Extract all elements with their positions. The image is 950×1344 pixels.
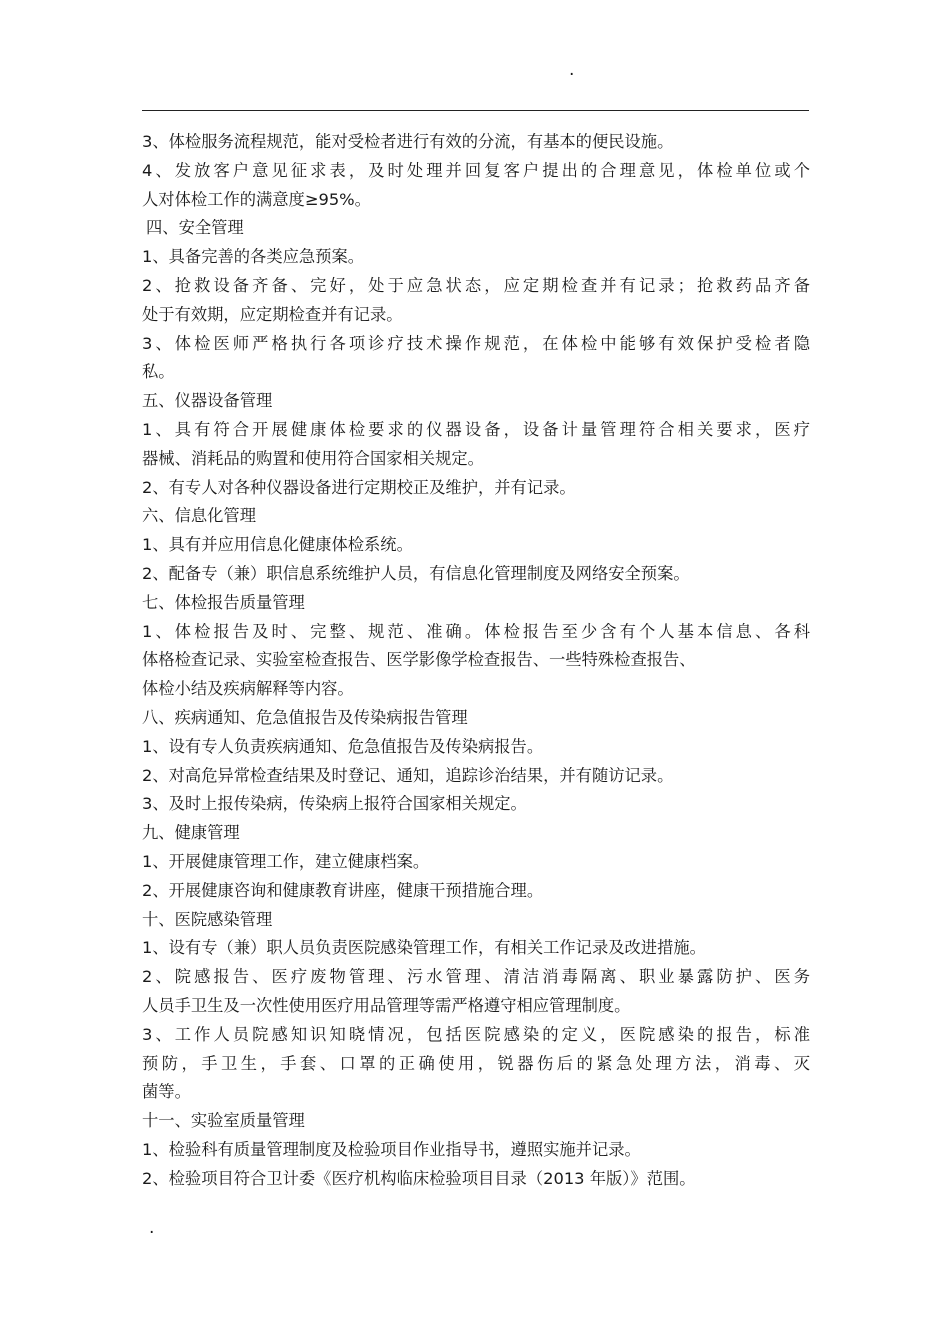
section-heading: 七、体检报告质量管理: [142, 592, 305, 612]
section-heading: 十、医院感染管理: [142, 909, 273, 929]
text-line: 2、检验项目符合卫计委《医疗机构临床检验项目目录（2013 年版）》范围。: [142, 1168, 696, 1188]
text-line: 菌等。: [142, 1082, 191, 1102]
text-line: 1、具有符合开展健康体检要求的仪器设备，设备计量管理符合相关要求，医疗: [142, 419, 810, 439]
text-line: 2、对高危异常检查结果及时登记、通知，追踪诊治结果，并有随访记录。: [142, 765, 674, 785]
text-line: 4、发放客户意见征求表，及时处理并回复客户提出的合理意见，体检单位或个: [142, 160, 810, 180]
text-line: 1、具备完善的各类应急预案。: [142, 247, 365, 267]
header-divider: [142, 110, 809, 111]
section-heading: 九、健康管理: [142, 823, 240, 843]
text-line: 3、体检服务流程规范，能对受检者进行有效的分流，有基本的便民设施。: [142, 132, 674, 151]
text-line: 2、开展健康咨询和健康教育讲座，健康干预措施合理。: [142, 880, 544, 900]
text-line: 1、具有并应用信息化健康体检系统。: [142, 535, 413, 555]
text-line: 1、设有专（兼）职人员负责医院感染管理工作，有相关工作记录及改进措施。: [142, 938, 706, 958]
section-heading: 五、仪器设备管理: [142, 391, 273, 411]
text-line: 处于有效期，应定期检查并有记录。: [142, 304, 403, 324]
footer-mark: .: [149, 1218, 155, 1238]
section-heading: 十一、实验室质量管理: [142, 1111, 305, 1131]
text-line: 2、院感报告、医疗废物管理、污水管理、清洁消毒隔离、职业暴露防护、医务: [142, 967, 810, 987]
text-line: 预防，手卫生，手套、口罩的正确使用，锐器伤后的紧急处理方法，消毒、灭: [142, 1053, 810, 1073]
text-line: 3、体检医师严格执行各项诊疗技术操作规范，在体检中能够有效保护受检者隐: [142, 333, 810, 353]
text-line: 2、配备专（兼）职信息系统维护人员，有信息化管理制度及网络安全预案。: [142, 563, 690, 583]
document-body: [142, 128, 810, 1193]
text-line: 2、有专人对各种仪器设备进行定期校正及维护，并有记录。: [142, 477, 576, 497]
text-line: 私。: [142, 362, 175, 382]
text-line: 3、及时上报传染病，传染病上报符合国家相关规定。: [142, 794, 527, 814]
section-heading: 六、信息化管理: [142, 506, 256, 526]
text-line: 体格检查记录、实验室检查报告、医学影像学检查报告、一些特殊检查报告、: [142, 650, 696, 670]
text-line: 人对体检工作的满意度≥95%。: [142, 189, 371, 209]
text-line: 体检小结及疾病解释等内容。: [142, 679, 354, 699]
text-line: 1、开展健康管理工作，建立健康档案。: [142, 851, 430, 871]
text-line: 人员手卫生及一次性使用医疗用品管理等需严格遵守相应管理制度。: [142, 995, 631, 1015]
text-line: 1、设有专人负责疾病通知、危急值报告及传染病报告。: [142, 736, 544, 756]
text-line: 3、工作人员院感知识知晓情况，包括医院感染的定义，医院感染的报告，标准: [142, 1024, 810, 1044]
text-line: 1、体检报告及时、完整、规范、准确。体检报告至少含有个人基本信息、各科: [142, 621, 810, 641]
section-heading: 四、安全管理: [146, 218, 244, 238]
section-heading: 八、疾病通知、危急值报告及传染病报告管理: [142, 707, 468, 727]
header-mark: .: [569, 60, 575, 80]
text-line: 2、抢救设备齐备、完好，处于应急状态，应定期检查并有记录；抢救药品齐备: [142, 275, 810, 295]
text-line: 1、检验科有质量管理制度及检验项目作业指导书，遵照实施并记录。: [142, 1139, 641, 1159]
text-line: 器械、消耗品的购置和使用符合国家相关规定。: [142, 448, 484, 468]
